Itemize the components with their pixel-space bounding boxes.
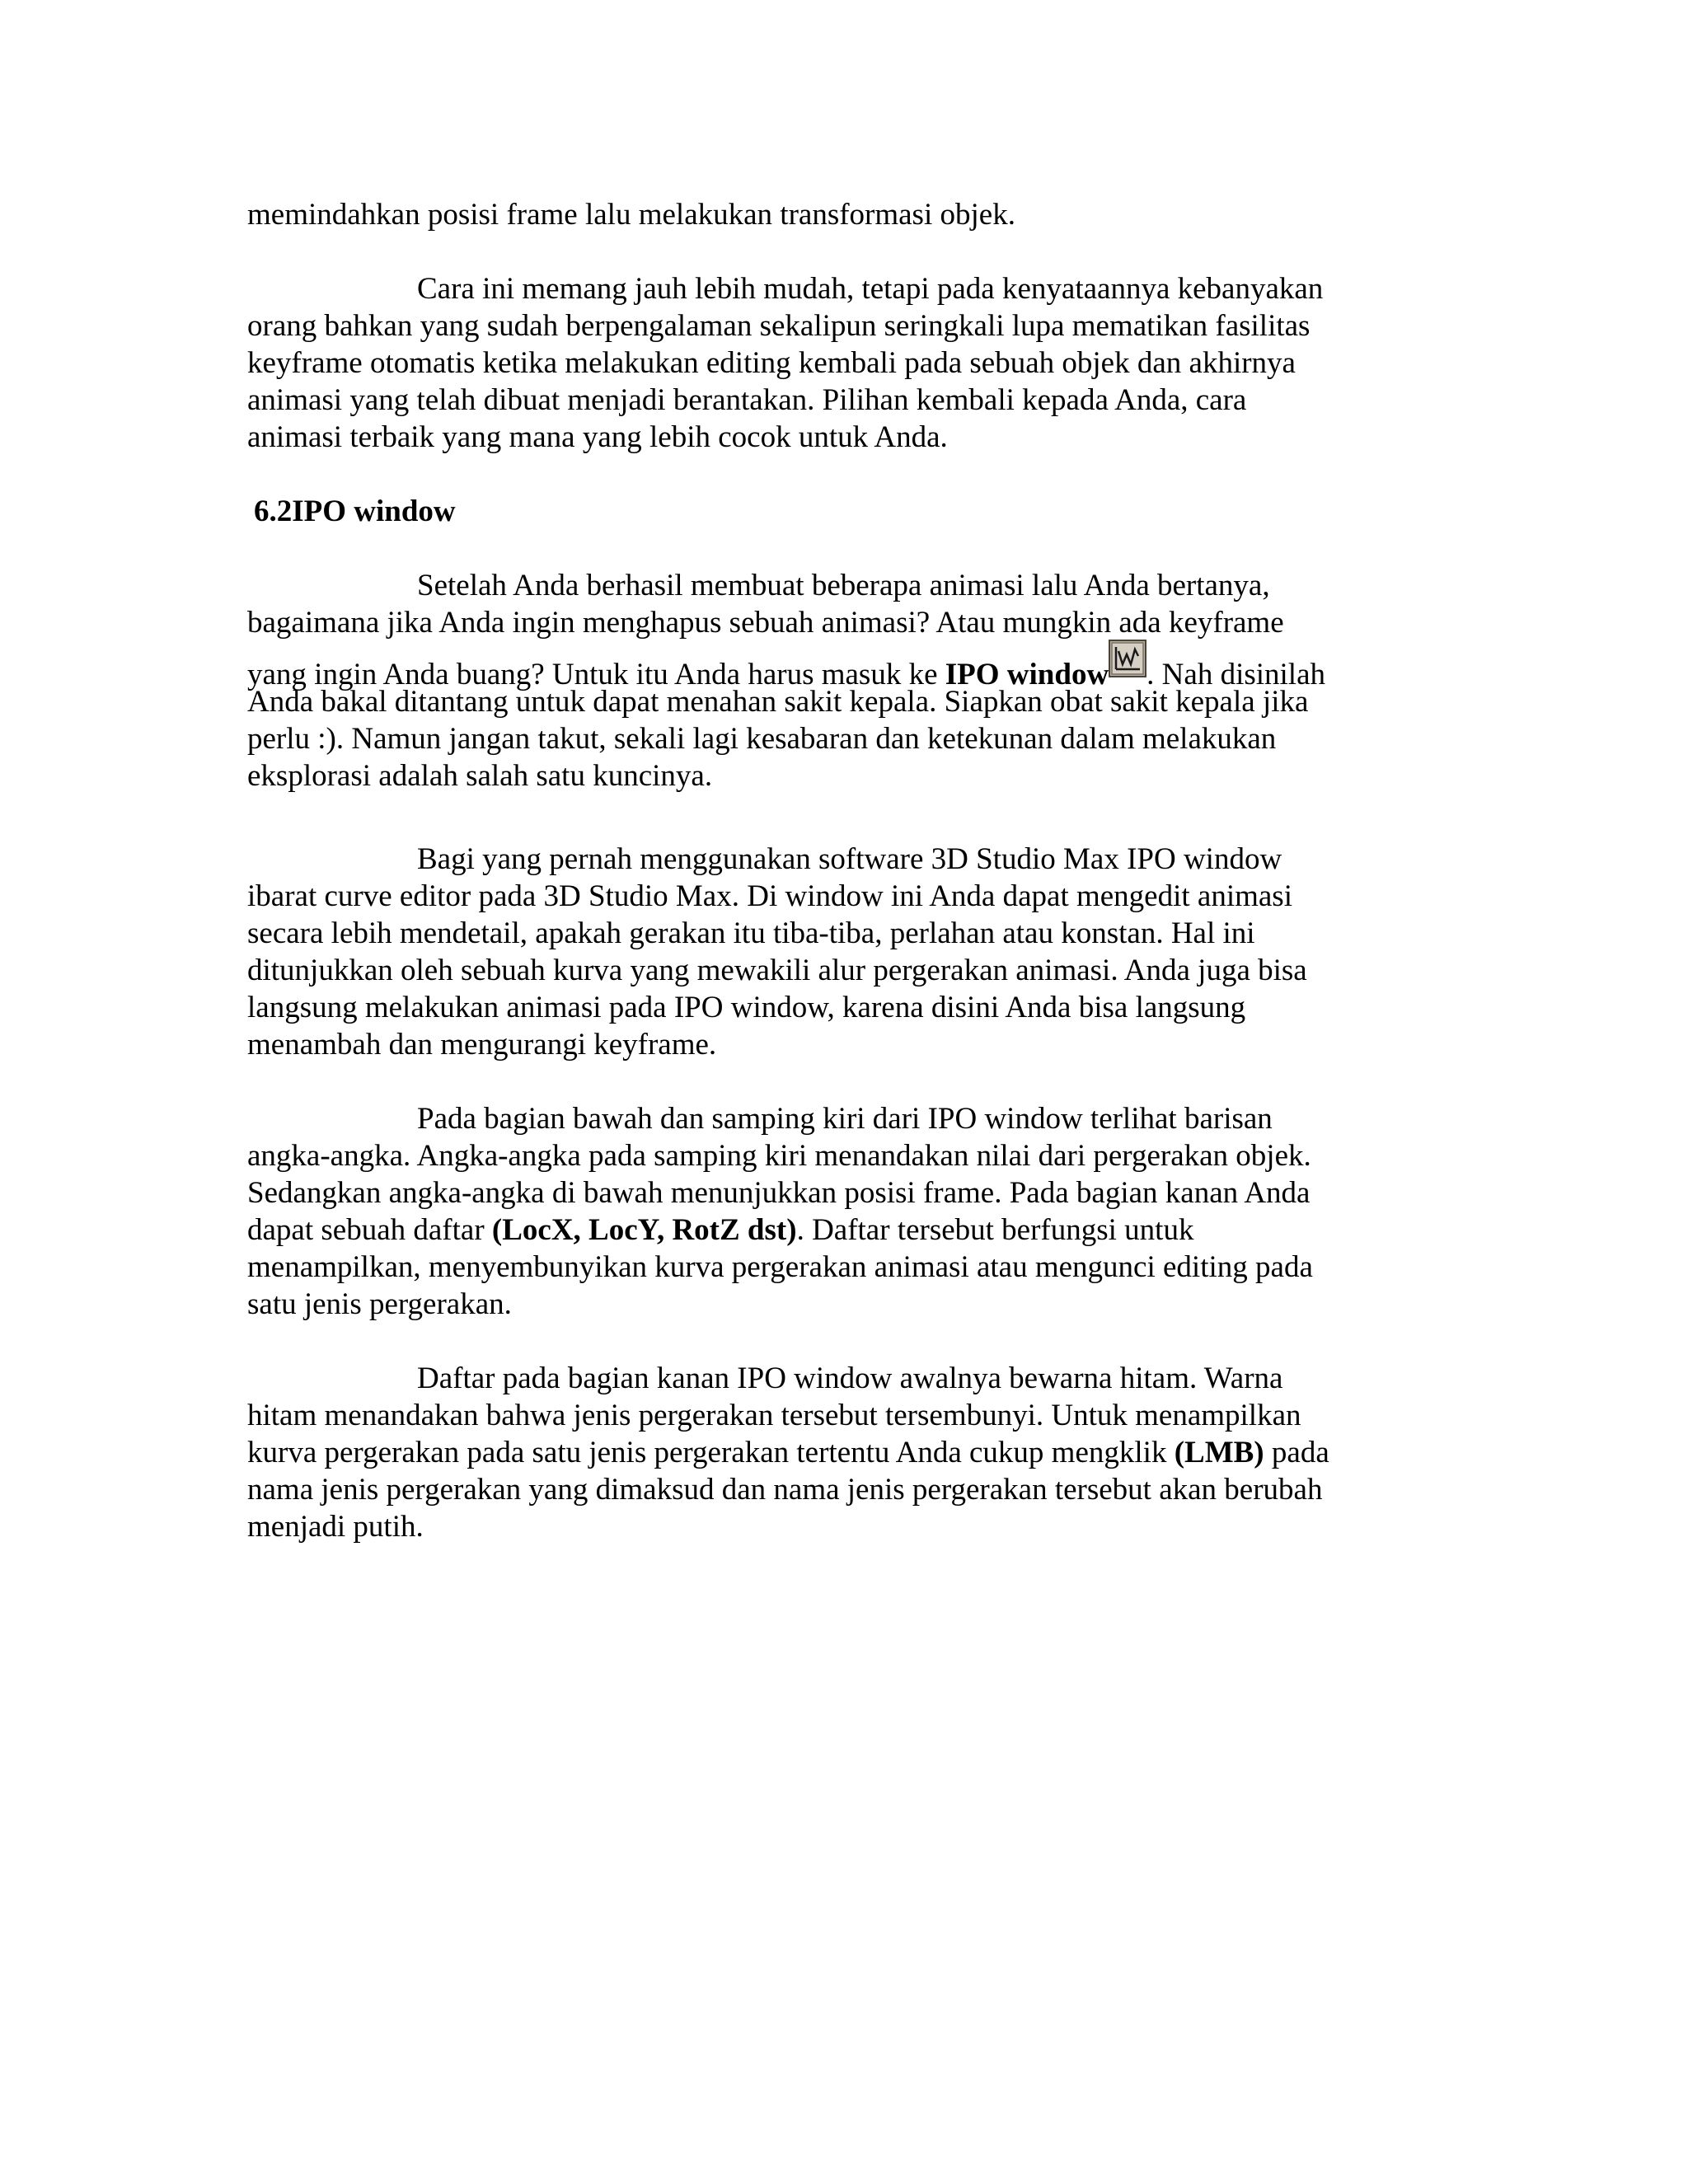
text-line: secara lebih mendetail, apakah gerakan itu tiba-tiba, perlahan atau konstan. Hal ini <box>247 916 1255 950</box>
text-line <box>247 270 1451 307</box>
text-line: satu jenis pergerakan. <box>247 1287 512 1321</box>
text-line <box>247 1100 1451 1137</box>
text-line: menambah dan mengurangi keyframe. <box>247 1028 717 1062</box>
text-line <box>247 1360 1451 1397</box>
text-line: menampilkan, menyembunyikan kurva pergerakan animasi atau mengunci editing pada <box>247 1250 1313 1284</box>
text-line: langsung melakukan animasi pada IPO window, karena disini Anda bisa langsung <box>247 991 1246 1024</box>
text-line: keyframe otomatis ketika melakukan editing kembali pada sebuah objek dan akhirnya <box>247 346 1296 380</box>
channel-list-bold: (LocX, LocY, RotZ dst) <box>491 1213 797 1247</box>
text-span: Setelah Anda berhasil membuat beberapa animasi lalu Anda bertanya, <box>417 569 1270 602</box>
text-line: Anda bakal ditantang untuk dapat menahan sakit kepala. Siapkan obat sakit kepala jika <box>247 685 1309 719</box>
paragraph-2 <box>247 567 1451 794</box>
text-line: animasi terbaik yang mana yang lebih cocok untuk Anda. <box>247 420 948 454</box>
text-span: . Nah disinilah <box>1146 658 1326 691</box>
text-line: orang bahkan yang sudah berpengalaman sekalipun seringkali lupa mematikan fasilitas <box>247 309 1311 343</box>
text-line: ditunjukkan oleh sebuah kurva yang mewakili alur pergerakan animasi. Anda juga bisa <box>247 954 1307 987</box>
section-heading: 6.2IPO window <box>254 494 456 528</box>
text-span: kurva pergerakan pada satu jenis pergerakan tertentu Anda cukup mengklik <box>247 1436 1175 1469</box>
lmb-bold: (LMB) <box>1174 1436 1264 1469</box>
text-span: . Daftar tersebut berfungsi untuk <box>796 1213 1194 1247</box>
text-line: hitam menandakan bahwa jenis pergerakan tersebut tersembunyi. Untuk menampilkan <box>247 1399 1301 1432</box>
ipo-window-bold: IPO window <box>945 658 1109 691</box>
text-line <box>247 567 1451 604</box>
text-span: yang ingin Anda buang? Untuk itu Anda harus masuk ke <box>247 658 945 691</box>
text-span: Pada bagian bawah dan samping kiri dari IPO window terlihat barisan <box>417 1102 1273 1136</box>
paragraph-5 <box>247 1360 1451 1545</box>
text-line: ibarat curve editor pada 3D Studio Max. Di window ini Anda dapat mengedit animasi <box>247 879 1292 913</box>
text-line: eksplorasi adalah salah satu kuncinya. <box>247 759 713 793</box>
ipo-window-icon-graphic <box>1109 640 1146 677</box>
text-line <box>247 1434 1451 1471</box>
text-span: Bagi yang pernah menggunakan software 3D Studio Max IPO window <box>417 842 1282 876</box>
text-line: memindahkan posisi frame lalu melakukan transformasi objek. <box>247 198 1015 232</box>
paragraph-1 <box>247 270 1451 456</box>
text-line: animasi yang telah dibuat menjadi berantakan. Pilihan kembali kepada Anda, cara <box>247 383 1247 417</box>
text-line: angka-angka. Angka-angka pada samping kiri menandakan nilai dari pergerakan objek. <box>247 1139 1311 1173</box>
text-line: nama jenis pergerakan yang dimaksud dan nama jenis pergerakan tersebut akan berubah <box>247 1473 1323 1507</box>
text-span: pada <box>1264 1436 1329 1469</box>
text-line <box>247 841 1451 878</box>
text-span: dapat sebuah daftar <box>247 1213 492 1247</box>
text-span: Cara ini memang jauh lebih mudah, tetapi pada kenyataannya kebanyakan <box>417 272 1324 306</box>
text-span: Daftar pada bagian kanan IPO window awalnya bewarna hitam. Warna <box>417 1361 1283 1395</box>
text-line <box>247 1212 1451 1249</box>
text-line: perlu :). Namun jangan takut, sekali lagi kesabaran dan ketekunan dalam melakukan <box>247 722 1277 756</box>
text-line: bagaimana jika Anda ingin menghapus sebuah animasi? Atau mungkin ada keyframe <box>247 606 1284 640</box>
paragraph-3 <box>247 841 1451 1063</box>
text-line: menjadi putih. <box>247 1510 424 1544</box>
ipo-window-icon <box>1109 640 1146 677</box>
text-line: Sedangkan angka-angka di bawah menunjukkan posisi frame. Pada bagian kanan Anda <box>247 1176 1311 1210</box>
paragraph-4 <box>247 1100 1451 1323</box>
paragraph-continuation <box>247 196 1451 233</box>
